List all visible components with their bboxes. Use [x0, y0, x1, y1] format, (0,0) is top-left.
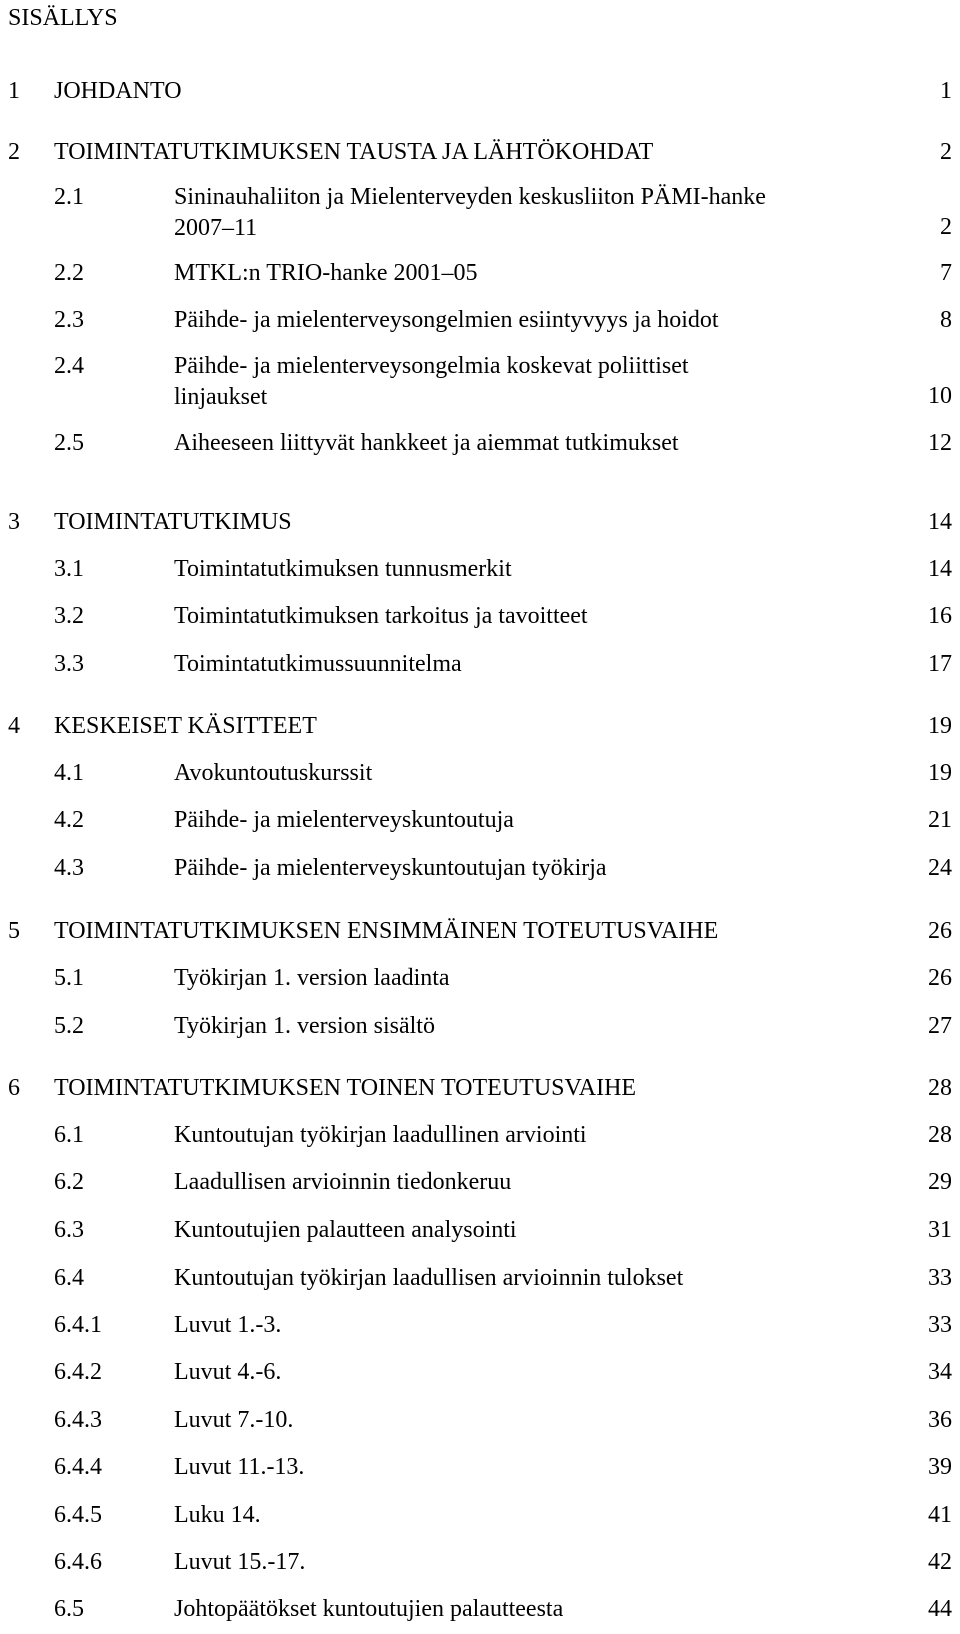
entry-title: Kuntoutujan työkirjan laadullinen arviointi — [174, 1122, 587, 1148]
entry-page: 33 — [928, 1312, 952, 1338]
entry-page: 27 — [928, 1013, 952, 1039]
entry-title: Kuntoutujan työkirjan laadullisen arvioinnin tulokset — [174, 1265, 684, 1291]
entry-title: Johtopäätökset kuntoutujien palautteesta — [174, 1596, 564, 1622]
entry-title: Luvut 4.-6. — [174, 1359, 282, 1385]
toc-entry[interactable] — [0, 76, 952, 106]
entry-title: Kuntoutujien palautteen analysointi — [174, 1217, 517, 1243]
entry-number: 2.1 — [54, 184, 84, 210]
entry-number: 3.1 — [54, 556, 84, 582]
entry-number: 6 — [8, 1075, 20, 1101]
entry-title: Luvut 15.-17. — [174, 1549, 306, 1575]
entry-title: TOIMINTATUTKIMUKSEN TOINEN TOTEUTUSVAIHE — [54, 1075, 637, 1101]
entry-title: Laadullisen arvioinnin tiedonkeruu — [174, 1169, 512, 1195]
entry-page: 2 — [940, 139, 952, 165]
entry-number: 3 — [8, 509, 20, 535]
entry-title: TOIMINTATUTKIMUKSEN ENSIMMÄINEN TOTEUTUSVAIHE — [54, 918, 719, 944]
entry-page: 39 — [928, 1454, 952, 1480]
entry-title: MTKL:n TRIO-hanke 2001–05 — [174, 260, 478, 286]
entry-page: 21 — [928, 807, 952, 833]
toc-entry[interactable] — [0, 805, 952, 835]
entry-title: Päihde- ja mielenterveyskuntoutuja — [174, 807, 514, 833]
entry-title: Toimintatutkimussuunnitelma — [174, 651, 462, 677]
entry-page: 16 — [928, 603, 952, 629]
entry-number: 5.2 — [54, 1013, 84, 1039]
entry-page: 1 — [940, 78, 952, 104]
entry-title: Työkirjan 1. version laadinta — [174, 965, 450, 991]
toc-entry[interactable] — [0, 853, 952, 883]
toc-entry[interactable] — [0, 1167, 952, 1197]
toc-entry[interactable] — [0, 1594, 952, 1624]
entry-number: 5.1 — [54, 965, 84, 991]
entry-page: 29 — [928, 1169, 952, 1195]
toc-entry[interactable] — [0, 1120, 952, 1150]
entry-page: 14 — [928, 556, 952, 582]
toc-entry[interactable] — [0, 1405, 952, 1435]
entry-number: 6.4.5 — [54, 1502, 102, 1528]
entry-page: 44 — [928, 1596, 952, 1622]
entry-page: 17 — [928, 651, 952, 677]
entry-title: Avokuntoutuskurssit — [174, 760, 373, 786]
toc-entry[interactable] — [0, 258, 952, 288]
entry-number: 6.2 — [54, 1169, 84, 1195]
toc-entry[interactable] — [0, 507, 952, 537]
toc-entry[interactable] — [0, 916, 952, 946]
entry-page: 28 — [928, 1122, 952, 1148]
entry-title-line-1: Sininauhaliiton ja Mielenterveyden keskusliiton PÄMI-hanke — [174, 184, 766, 210]
entry-title: Luku 14. — [174, 1502, 261, 1528]
toc-entry[interactable] — [0, 1310, 952, 1340]
entry-number: 4.3 — [54, 855, 84, 881]
toc-entry[interactable] — [0, 649, 952, 679]
entry-page: 19 — [928, 760, 952, 786]
entry-page: 12 — [928, 430, 952, 456]
entry-title-line-2: linjaukset — [174, 384, 268, 410]
entry-title: TOIMINTATUTKIMUKSEN TAUSTA JA LÄHTÖKOHDAT — [54, 139, 654, 165]
entry-title: Päihde- ja mielenterveysongelmien esiintyvyys ja hoidot — [174, 307, 719, 333]
toc-entry[interactable] — [0, 758, 952, 788]
entry-page: 36 — [928, 1407, 952, 1433]
entry-number: 2.5 — [54, 430, 84, 456]
entry-title: Luvut 7.-10. — [174, 1407, 294, 1433]
toc-entry[interactable] — [0, 1011, 952, 1041]
entry-number: 6.3 — [54, 1217, 84, 1243]
entry-page: 7 — [940, 260, 952, 286]
entry-title: Toimintatutkimuksen tarkoitus ja tavoitteet — [174, 603, 588, 629]
entry-number: 6.4.2 — [54, 1359, 102, 1385]
toc-entry[interactable] — [0, 554, 952, 584]
entry-title: Luvut 11.-13. — [174, 1454, 305, 1480]
entry-number: 6.4.4 — [54, 1454, 102, 1480]
entry-number: 2 — [8, 139, 20, 165]
toc-entry[interactable] — [0, 601, 952, 631]
entry-number: 1 — [8, 78, 20, 104]
entry-title: Päihde- ja mielenterveyskuntoutujan työkirja — [174, 855, 607, 881]
entry-title: Toimintatutkimuksen tunnusmerkit — [174, 556, 512, 582]
entry-number: 2.3 — [54, 307, 84, 333]
entry-title: Aiheeseen liittyvät hankkeet ja aiemmat tutkimukset — [174, 430, 679, 456]
entry-number: 4.2 — [54, 807, 84, 833]
entry-title — [174, 351, 689, 413]
entry-page: 24 — [928, 855, 952, 881]
entry-page: 31 — [928, 1217, 952, 1243]
toc-entry[interactable] — [0, 428, 952, 458]
entry-page: 26 — [928, 965, 952, 991]
entry-number: 6.5 — [54, 1596, 84, 1622]
entry-number: 2.4 — [54, 353, 84, 379]
entry-page: 14 — [928, 509, 952, 535]
entry-page: 34 — [928, 1359, 952, 1385]
toc-entry[interactable] — [0, 1263, 952, 1293]
entry-title — [174, 182, 766, 244]
entry-title-line-2: 2007–11 — [174, 215, 258, 241]
page-title: SISÄLLYS — [8, 5, 118, 31]
entry-page: 33 — [928, 1265, 952, 1291]
entry-number: 3.3 — [54, 651, 84, 677]
entry-number: 6.4.3 — [54, 1407, 102, 1433]
entry-title: Työkirjan 1. version sisältö — [174, 1013, 435, 1039]
entry-title: TOIMINTATUTKIMUS — [54, 509, 292, 535]
toc-entry[interactable] — [0, 1357, 952, 1387]
entry-number: 6.1 — [54, 1122, 84, 1148]
toc-entry[interactable] — [0, 1500, 952, 1530]
toc-entry[interactable] — [0, 1547, 952, 1577]
toc-entry[interactable] — [0, 1073, 952, 1103]
entry-number: 4.1 — [54, 760, 84, 786]
entry-title: KESKEISET KÄSITTEET — [54, 713, 317, 739]
entry-page: 8 — [940, 307, 952, 333]
entry-title: JOHDANTO — [54, 78, 182, 104]
entry-number: 4 — [8, 713, 20, 739]
entry-page: 41 — [928, 1502, 952, 1528]
entry-page: 28 — [928, 1075, 952, 1101]
entry-number: 5 — [8, 918, 20, 944]
toc-entry[interactable] — [0, 351, 952, 411]
entry-page: 2 — [940, 214, 952, 240]
toc-entry[interactable] — [0, 1452, 952, 1482]
entry-number: 6.4.6 — [54, 1549, 102, 1575]
toc-entry[interactable] — [0, 711, 952, 741]
toc-entry[interactable] — [0, 963, 952, 993]
toc-entry[interactable] — [0, 1215, 952, 1245]
entry-title: Luvut 1.-3. — [174, 1312, 282, 1338]
entry-title-line-1: Päihde- ja mielenterveysongelmia koskevat poliittiset — [174, 353, 689, 379]
entry-page: 10 — [928, 383, 952, 409]
entry-page: 19 — [928, 713, 952, 739]
toc-entry[interactable] — [0, 182, 952, 242]
entry-number: 6.4 — [54, 1265, 84, 1291]
toc-entry[interactable] — [0, 305, 952, 335]
entry-number: 6.4.1 — [54, 1312, 102, 1338]
entry-number: 2.2 — [54, 260, 84, 286]
entry-page: 26 — [928, 918, 952, 944]
toc-entry[interactable] — [0, 137, 952, 167]
entry-page: 42 — [928, 1549, 952, 1575]
entry-number: 3.2 — [54, 603, 84, 629]
